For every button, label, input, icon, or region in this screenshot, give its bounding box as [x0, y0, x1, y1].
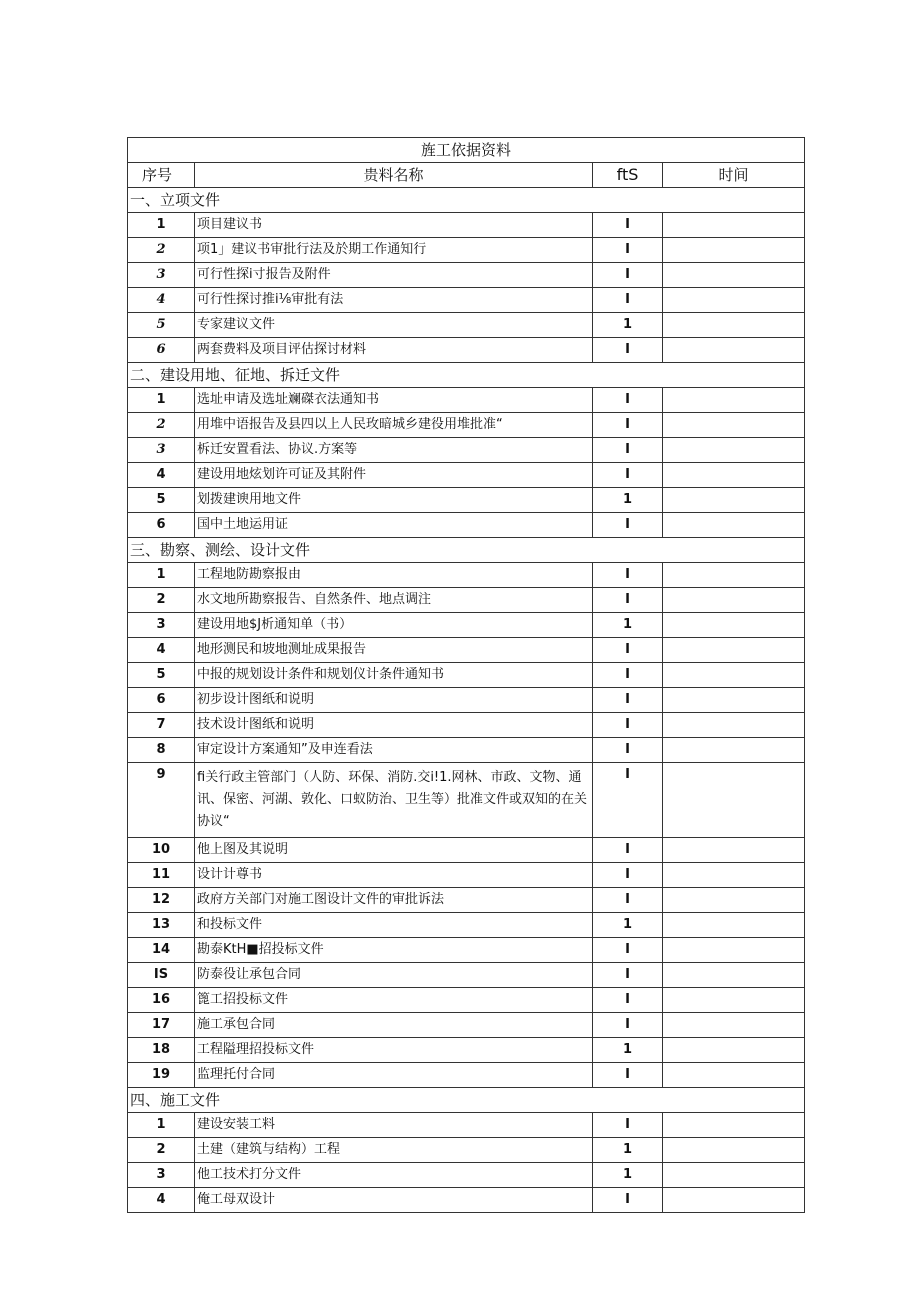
- row-name: 工程隘理招投标文件: [195, 1038, 593, 1063]
- row-time: [663, 913, 805, 938]
- row-number: IS: [128, 963, 195, 988]
- row-time: [663, 638, 805, 663]
- row-number: 4: [128, 288, 195, 313]
- row-number: 7: [128, 713, 195, 738]
- section-row: [128, 188, 805, 213]
- row-number: 6: [128, 513, 195, 538]
- row-time: [663, 963, 805, 988]
- table-row: [128, 938, 805, 963]
- row-count: I: [593, 1013, 663, 1038]
- header-num: 序号: [128, 163, 195, 188]
- row-count: I: [593, 438, 663, 463]
- row-name: 设计计尊书: [195, 863, 593, 888]
- row-count: I: [593, 213, 663, 238]
- table-row: [128, 413, 805, 438]
- header-name: 贵料名称: [195, 163, 593, 188]
- row-count: I: [593, 338, 663, 363]
- row-number: 12: [128, 888, 195, 913]
- section-row: [128, 363, 805, 388]
- table-row: [128, 1188, 805, 1213]
- table-title: 旌工依据资料: [128, 138, 805, 163]
- row-name: fi关行政主管部门（人防、环保、消防.交i!1.网林、市政、文物、通讯、保密、河湖、敦化、口蚁防治、卫生等）批准文件或双知的在关协议“: [195, 763, 593, 838]
- row-time: [663, 313, 805, 338]
- document-table: [127, 137, 805, 1213]
- row-time: [663, 438, 805, 463]
- row-name: 地形测民和坡地测址成果报告: [195, 638, 593, 663]
- row-time: [663, 738, 805, 763]
- section-heading: 二、建设用地、征地、拆迁文件: [128, 363, 805, 388]
- row-time: [663, 563, 805, 588]
- row-name: 中报的规划设计条件和规划仪计条件通知书: [195, 663, 593, 688]
- table-row: [128, 463, 805, 488]
- table-row: [128, 838, 805, 863]
- table-row: [128, 638, 805, 663]
- row-time: [663, 988, 805, 1013]
- row-name: 选址申请及选址斓磔衣法通知书: [195, 388, 593, 413]
- table-row: [128, 263, 805, 288]
- row-name: 初步设计图纸和说明: [195, 688, 593, 713]
- row-number: 3: [128, 263, 195, 288]
- row-name: 工程地防勘察报由: [195, 563, 593, 588]
- row-time: [663, 713, 805, 738]
- row-count: I: [593, 1113, 663, 1138]
- row-time: [663, 263, 805, 288]
- row-count: I: [593, 1063, 663, 1088]
- row-count: 1: [593, 488, 663, 513]
- row-name: 防泰役让承包合同: [195, 963, 593, 988]
- row-number: 1: [128, 388, 195, 413]
- row-time: [663, 413, 805, 438]
- row-count: I: [593, 963, 663, 988]
- row-number: 3: [128, 438, 195, 463]
- row-time: [663, 488, 805, 513]
- row-count: I: [593, 638, 663, 663]
- row-count: 1: [593, 313, 663, 338]
- row-number: 6: [128, 688, 195, 713]
- table-row: [128, 738, 805, 763]
- row-name: 可行性探i寸报告及附件: [195, 263, 593, 288]
- row-name: 国中土地运用证: [195, 513, 593, 538]
- table-row: [128, 888, 805, 913]
- row-name: 他上图及其说明: [195, 838, 593, 863]
- row-number: 4: [128, 1188, 195, 1213]
- row-time: [663, 238, 805, 263]
- row-name: 项目建议书: [195, 213, 593, 238]
- section-row: [128, 538, 805, 563]
- row-time: [663, 1138, 805, 1163]
- row-number: 5: [128, 313, 195, 338]
- row-time: [663, 863, 805, 888]
- row-name: 建设用地炫划许可证及其附件: [195, 463, 593, 488]
- row-name: 审定设计方案通知”及申连看法: [195, 738, 593, 763]
- row-number: 16: [128, 988, 195, 1013]
- row-name: 水文地所勘察报告、自然条件、地点调注: [195, 588, 593, 613]
- row-count: I: [593, 463, 663, 488]
- row-name: 项1」建议书审批行法及於期工作通知行: [195, 238, 593, 263]
- table-row: [128, 288, 805, 313]
- row-time: [663, 213, 805, 238]
- row-number: 14: [128, 938, 195, 963]
- table-row: [128, 588, 805, 613]
- table-body: [128, 138, 805, 1213]
- row-name: 建设用地$J析通知单（书）: [195, 613, 593, 638]
- row-number: 4: [128, 463, 195, 488]
- row-name: 监理托付合同: [195, 1063, 593, 1088]
- row-number: 8: [128, 738, 195, 763]
- table-row: [128, 388, 805, 413]
- row-number: 4: [128, 638, 195, 663]
- row-number: 10: [128, 838, 195, 863]
- row-count: I: [593, 388, 663, 413]
- row-number: 11: [128, 863, 195, 888]
- row-number: 2: [128, 238, 195, 263]
- table-row: [128, 963, 805, 988]
- row-number: 1: [128, 1113, 195, 1138]
- row-count: I: [593, 663, 663, 688]
- row-time: [663, 938, 805, 963]
- row-name: 政府方关部门对施工图设计文件的审批诉法: [195, 888, 593, 913]
- row-count: I: [593, 238, 663, 263]
- table-row: [128, 313, 805, 338]
- row-name: 用堆中语报告及县四以上人民玫暗城乡建役用堆批准“: [195, 413, 593, 438]
- row-count: I: [593, 513, 663, 538]
- section-heading: 四、施工文件: [128, 1088, 805, 1113]
- row-count: I: [593, 763, 663, 838]
- table-row: [128, 513, 805, 538]
- row-time: [663, 463, 805, 488]
- table-title-row: [128, 138, 805, 163]
- row-time: [663, 763, 805, 838]
- row-count: I: [593, 263, 663, 288]
- row-count: 1: [593, 1038, 663, 1063]
- row-time: [663, 613, 805, 638]
- row-count: 1: [593, 613, 663, 638]
- header-count: ftS: [593, 163, 663, 188]
- row-count: I: [593, 838, 663, 863]
- row-time: [663, 1113, 805, 1138]
- row-number: 6: [128, 338, 195, 363]
- row-number: 17: [128, 1013, 195, 1038]
- row-number: 1: [128, 563, 195, 588]
- row-count: I: [593, 288, 663, 313]
- table-row: [128, 713, 805, 738]
- row-name: 勘泰KtH■招投标文件: [195, 938, 593, 963]
- row-number: 19: [128, 1063, 195, 1088]
- row-time: [663, 338, 805, 363]
- row-number: 13: [128, 913, 195, 938]
- row-number: 2: [128, 1138, 195, 1163]
- section-heading: 一、立项文件: [128, 188, 805, 213]
- row-name: 建设安装工料: [195, 1113, 593, 1138]
- table-row: [128, 238, 805, 263]
- row-time: [663, 1063, 805, 1088]
- row-name: 篦工招投标文件: [195, 988, 593, 1013]
- table-row: [128, 1163, 805, 1188]
- table-row: [128, 488, 805, 513]
- row-number: 18: [128, 1038, 195, 1063]
- row-time: [663, 1163, 805, 1188]
- row-name: 俺工母双设计: [195, 1188, 593, 1213]
- row-name: 土建（建筑与结构）工程: [195, 1138, 593, 1163]
- row-count: 1: [593, 1163, 663, 1188]
- row-time: [663, 888, 805, 913]
- table-row: [128, 338, 805, 363]
- row-time: [663, 513, 805, 538]
- row-count: I: [593, 938, 663, 963]
- table-header-row: [128, 163, 805, 188]
- table-row: [128, 613, 805, 638]
- table-row: [128, 1038, 805, 1063]
- row-name: 两套费料及项目评估探讨材料: [195, 338, 593, 363]
- table-row: [128, 1113, 805, 1138]
- table-row: [128, 863, 805, 888]
- table-row: [128, 1138, 805, 1163]
- row-number: 2: [128, 588, 195, 613]
- row-time: [663, 688, 805, 713]
- row-time: [663, 588, 805, 613]
- row-count: 1: [593, 1138, 663, 1163]
- row-number: 2: [128, 413, 195, 438]
- table-row: [128, 1063, 805, 1088]
- section-row: [128, 1088, 805, 1113]
- row-count: I: [593, 588, 663, 613]
- row-count: I: [593, 738, 663, 763]
- row-name: 可行性探讨推i⅛审批有法: [195, 288, 593, 313]
- row-time: [663, 1038, 805, 1063]
- row-name: 划拨建谀用地文件: [195, 488, 593, 513]
- row-number: 5: [128, 488, 195, 513]
- row-count: I: [593, 988, 663, 1013]
- row-count: 1: [593, 913, 663, 938]
- row-count: I: [593, 1188, 663, 1213]
- row-count: I: [593, 563, 663, 588]
- row-time: [663, 838, 805, 863]
- table-row: [128, 1013, 805, 1038]
- table-row: [128, 763, 805, 838]
- row-name: 他工技术打分文件: [195, 1163, 593, 1188]
- row-time: [663, 663, 805, 688]
- row-count: I: [593, 888, 663, 913]
- table-row: [128, 563, 805, 588]
- header-time: 时间: [663, 163, 805, 188]
- row-name: 技术设计图纸和说明: [195, 713, 593, 738]
- row-count: I: [593, 713, 663, 738]
- row-count: I: [593, 863, 663, 888]
- row-name: 专家建议文件: [195, 313, 593, 338]
- row-name: 柝迁安置看法、协议.方案等: [195, 438, 593, 463]
- row-name: 施工承包合同: [195, 1013, 593, 1038]
- row-number: 5: [128, 663, 195, 688]
- row-time: [663, 288, 805, 313]
- row-count: I: [593, 688, 663, 713]
- section-heading: 三、勘察、测绘、设计文件: [128, 538, 805, 563]
- row-number: 3: [128, 1163, 195, 1188]
- table-row: [128, 688, 805, 713]
- row-time: [663, 1188, 805, 1213]
- table-row: [128, 913, 805, 938]
- row-time: [663, 1013, 805, 1038]
- table-row: [128, 988, 805, 1013]
- row-time: [663, 388, 805, 413]
- table-row: [128, 663, 805, 688]
- row-name: 和投标文件: [195, 913, 593, 938]
- row-number: 9: [128, 763, 195, 838]
- row-count: I: [593, 413, 663, 438]
- table-row: [128, 438, 805, 463]
- row-number: 1: [128, 213, 195, 238]
- row-number: 3: [128, 613, 195, 638]
- table-row: [128, 213, 805, 238]
